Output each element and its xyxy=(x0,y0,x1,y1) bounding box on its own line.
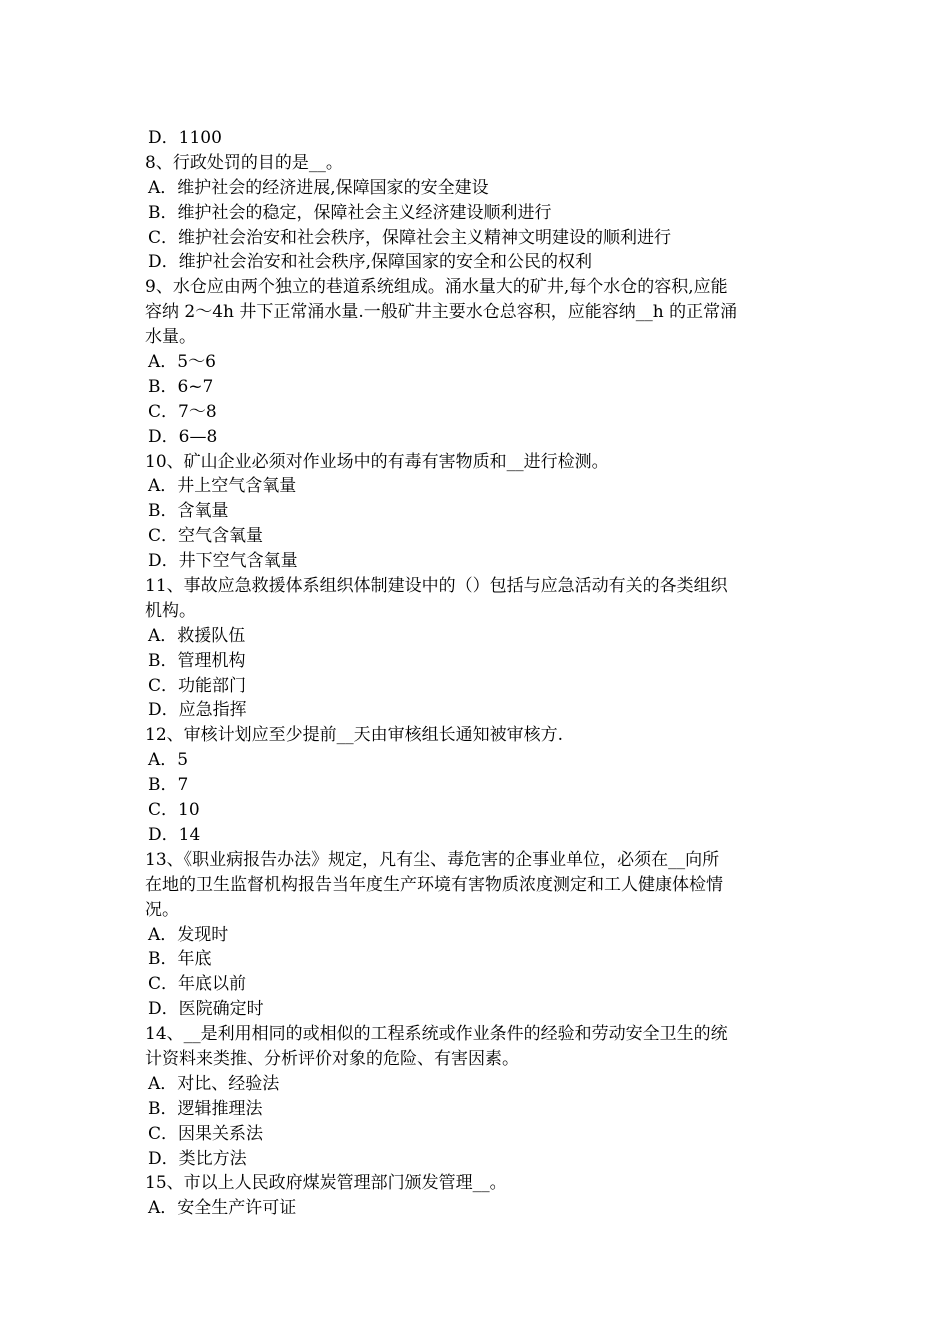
option-line: A．5～6 xyxy=(148,352,216,373)
option-line: A．井上空气含氧量 xyxy=(148,476,297,497)
question-line: 12、审核计划应至少提前__天由审核组长通知被审核方. xyxy=(145,725,564,746)
option-line: C．维护社会治安和社会秩序，保障社会主义精神文明建设的顺利进行 xyxy=(148,227,672,248)
question-line: 在地的卫生监督机构报告当年度生产环境有害物质浓度测定和工人健康体检情 xyxy=(145,874,723,895)
option-line: A．安全生产许可证 xyxy=(148,1198,297,1219)
option-line: B．维护社会的稳定，保障社会主义经济建设顺利进行 xyxy=(148,202,552,223)
option-line: B．管理机构 xyxy=(148,650,246,671)
option-line: D．应急指挥 xyxy=(148,700,247,721)
option-line: B．含氧量 xyxy=(148,501,229,522)
option-line: C．年底以前 xyxy=(148,974,247,995)
question-line: 机构。 xyxy=(145,600,196,621)
question-line: 10、矿山企业必须对作业场中的有毒有害物质和__进行检测。 xyxy=(145,451,609,472)
question-line: 15、市以上人民政府煤炭管理部门颁发管理__。 xyxy=(145,1173,507,1194)
option-line: C．7～8 xyxy=(148,401,217,422)
question-line: 计资料来类推、分析评价对象的危险、有害因素。 xyxy=(145,1048,519,1069)
option-line: A．5 xyxy=(148,750,189,771)
option-line: A．发现时 xyxy=(148,924,229,945)
question-line: 容纳 2～4h 井下正常涌水量.一般矿井主要水仓总容积，应能容纳__h 的正常涌 xyxy=(145,302,738,323)
option-line: C．10 xyxy=(148,800,200,821)
option-line: A．对比、经验法 xyxy=(148,1073,280,1094)
option-line: C．空气含氧量 xyxy=(148,526,264,547)
option-line: D．维护社会治安和社会秩序,保障国家的安全和公民的权利 xyxy=(148,252,593,273)
option-line: D．6—8 xyxy=(148,426,218,447)
option-line: B．6~7 xyxy=(148,376,214,397)
option-line: D．1100 xyxy=(148,128,222,148)
option-line: B．逻辑推理法 xyxy=(148,1098,263,1119)
question-line: 况。 xyxy=(145,899,179,920)
option-line: A．救援队伍 xyxy=(148,625,246,646)
option-line: D．医院确定时 xyxy=(148,999,264,1020)
question-line: 水量。 xyxy=(145,327,196,348)
option-line: B．年底 xyxy=(148,949,212,970)
question-line: 13、《职业病报告办法》规定，凡有尘、毒危害的企事业单位，必须在__向所 xyxy=(145,849,720,870)
document-page xyxy=(145,126,810,1221)
option-line: C．功能部门 xyxy=(148,675,247,696)
option-line: C．因果关系法 xyxy=(148,1123,264,1144)
question-line: 11、事故应急救援体系组织体制建设中的（）包括与应急活动有关的各类组织 xyxy=(145,576,728,597)
question-line: 8、行政处罚的目的是__。 xyxy=(145,152,343,173)
option-line: A．维护社会的经济进展,保障国家的安全建设 xyxy=(148,177,489,198)
option-line: D．14 xyxy=(148,824,201,845)
option-line: D．井下空气含氧量 xyxy=(148,551,298,572)
option-line: B．7 xyxy=(148,775,189,796)
question-line: 14、__是利用相同的或相似的工程系统或作业条件的经验和劳动安全卫生的统 xyxy=(145,1024,728,1045)
option-line: D．类比方法 xyxy=(148,1148,247,1169)
question-line: 9、水仓应由两个独立的巷道系统组成。涌水量大的矿井,每个水仓的容积,应能 xyxy=(145,277,728,298)
